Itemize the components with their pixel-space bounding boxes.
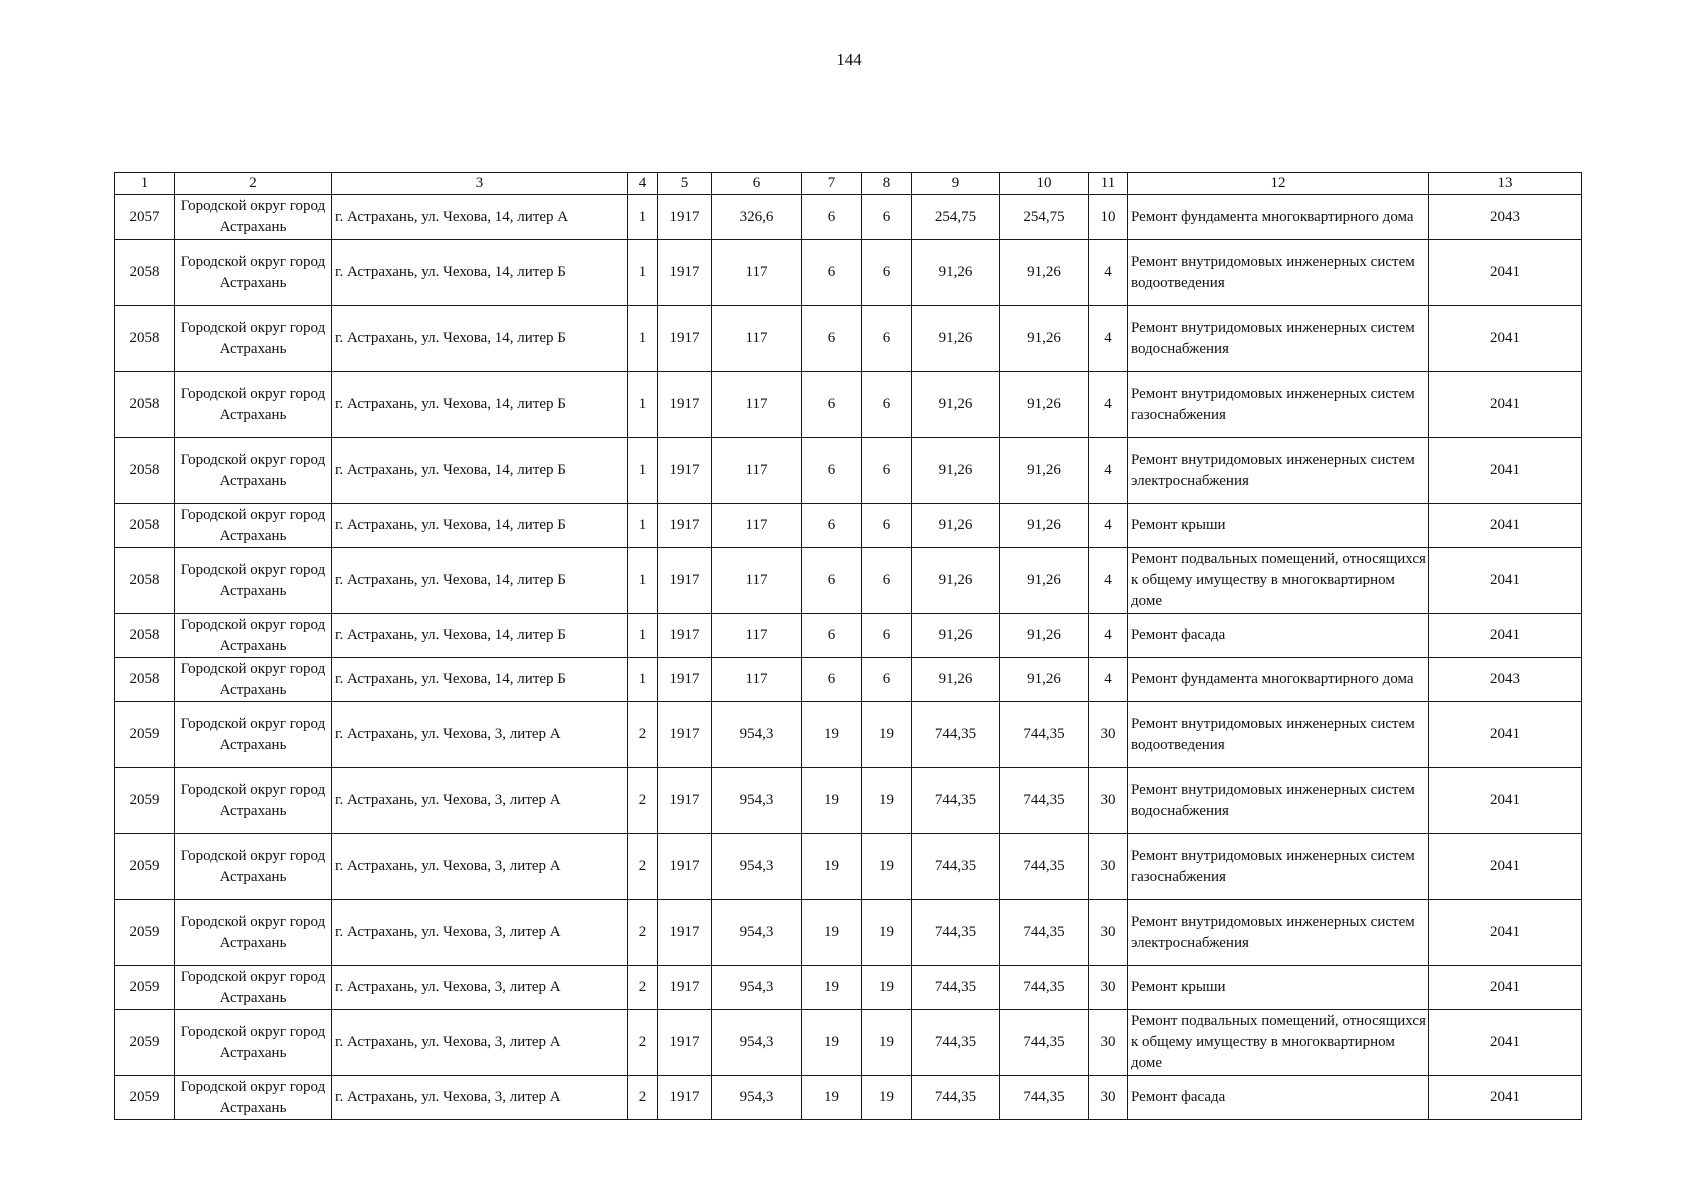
cell-col8: 6 <box>862 548 912 614</box>
cell-year: 2041 <box>1429 966 1582 1010</box>
cell-year: 2041 <box>1429 438 1582 504</box>
cell-col11: 4 <box>1089 306 1128 372</box>
cell-col10: 91,26 <box>1000 372 1089 438</box>
cell-col7: 6 <box>802 372 862 438</box>
cell-col6: 117 <box>712 240 802 306</box>
cell-col9: 91,26 <box>912 240 1000 306</box>
cell-year: 2041 <box>1429 900 1582 966</box>
cell-col10: 744,35 <box>1000 1076 1089 1120</box>
cell-work-type: Ремонт фасада <box>1128 614 1429 658</box>
cell-col10: 91,26 <box>1000 548 1089 614</box>
cell-col7: 6 <box>802 195 862 240</box>
cell-col4: 2 <box>628 1076 658 1120</box>
cell-col6: 954,3 <box>712 834 802 900</box>
cell-col6: 117 <box>712 438 802 504</box>
cell-municipality: Городской округ город Астрахань <box>175 702 332 768</box>
cell-col9: 744,35 <box>912 966 1000 1010</box>
cell-row-id: 2057 <box>115 195 175 240</box>
cell-year: 2041 <box>1429 834 1582 900</box>
cell-col5: 1917 <box>658 240 712 306</box>
cell-address: г. Астрахань, ул. Чехова, 14, литер Б <box>332 372 628 438</box>
cell-col5: 1917 <box>658 1076 712 1120</box>
cell-col4: 2 <box>628 1010 658 1076</box>
cell-work-type: Ремонт крыши <box>1128 504 1429 548</box>
cell-work-type: Ремонт подвальных помещений, относящихся к общему имуществу в многоквартирном доме <box>1128 548 1429 614</box>
cell-row-id: 2058 <box>115 306 175 372</box>
cell-col4: 1 <box>628 548 658 614</box>
cell-col11: 4 <box>1089 240 1128 306</box>
cell-col7: 19 <box>802 966 862 1010</box>
cell-col5: 1917 <box>658 614 712 658</box>
cell-work-type: Ремонт внутридомовых инженерных систем водоотведения <box>1128 702 1429 768</box>
cell-col11: 4 <box>1089 504 1128 548</box>
cell-address: г. Астрахань, ул. Чехова, 3, литер А <box>332 1076 628 1120</box>
cell-row-id: 2058 <box>115 504 175 548</box>
cell-col11: 10 <box>1089 195 1128 240</box>
page-number: 144 <box>836 50 862 69</box>
cell-year: 2041 <box>1429 1076 1582 1120</box>
cell-col4: 1 <box>628 306 658 372</box>
cell-year: 2041 <box>1429 614 1582 658</box>
column-number-10: 10 <box>1000 173 1089 195</box>
cell-col11: 30 <box>1089 900 1128 966</box>
cell-work-type: Ремонт фундамента многоквартирного дома <box>1128 658 1429 702</box>
column-number-5: 5 <box>658 173 712 195</box>
cell-col11: 30 <box>1089 1076 1128 1120</box>
cell-address: г. Астрахань, ул. Чехова, 3, литер А <box>332 966 628 1010</box>
cell-row-id: 2058 <box>115 240 175 306</box>
cell-col6: 954,3 <box>712 702 802 768</box>
cell-col8: 19 <box>862 702 912 768</box>
cell-municipality: Городской округ город Астрахань <box>175 834 332 900</box>
cell-col10: 91,26 <box>1000 240 1089 306</box>
cell-work-type: Ремонт внутридомовых инженерных систем электроснабжения <box>1128 438 1429 504</box>
cell-row-id: 2059 <box>115 966 175 1010</box>
table-row <box>115 900 1582 966</box>
cell-col7: 6 <box>802 438 862 504</box>
cell-address: г. Астрахань, ул. Чехова, 3, литер А <box>332 702 628 768</box>
cell-col11: 30 <box>1089 834 1128 900</box>
table-row <box>115 438 1582 504</box>
cell-col8: 6 <box>862 195 912 240</box>
cell-col5: 1917 <box>658 195 712 240</box>
cell-work-type: Ремонт внутридомовых инженерных систем водоснабжения <box>1128 306 1429 372</box>
cell-col7: 6 <box>802 614 862 658</box>
cell-col6: 117 <box>712 658 802 702</box>
cell-year: 2041 <box>1429 372 1582 438</box>
cell-address: г. Астрахань, ул. Чехова, 3, литер А <box>332 834 628 900</box>
cell-col11: 30 <box>1089 702 1128 768</box>
cell-col9: 91,26 <box>912 614 1000 658</box>
cell-address: г. Астрахань, ул. Чехова, 14, литер Б <box>332 438 628 504</box>
cell-year: 2041 <box>1429 306 1582 372</box>
cell-municipality: Городской округ город Астрахань <box>175 900 332 966</box>
cell-col4: 2 <box>628 966 658 1010</box>
cell-address: г. Астрахань, ул. Чехова, 14, литер Б <box>332 240 628 306</box>
cell-work-type: Ремонт внутридомовых инженерных систем водоотведения <box>1128 240 1429 306</box>
cell-year: 2043 <box>1429 658 1582 702</box>
cell-col5: 1917 <box>658 658 712 702</box>
table-row <box>115 240 1582 306</box>
cell-col9: 744,35 <box>912 1010 1000 1076</box>
cell-col10: 744,35 <box>1000 1010 1089 1076</box>
cell-col10: 744,35 <box>1000 768 1089 834</box>
cell-row-id: 2059 <box>115 702 175 768</box>
cell-municipality: Городской округ город Астрахань <box>175 372 332 438</box>
cell-col9: 744,35 <box>912 834 1000 900</box>
table-row <box>115 1010 1582 1076</box>
cell-col4: 1 <box>628 658 658 702</box>
cell-municipality: Городской округ город Астрахань <box>175 548 332 614</box>
column-number-4: 4 <box>628 173 658 195</box>
cell-work-type: Ремонт фасада <box>1128 1076 1429 1120</box>
column-number-11: 11 <box>1089 173 1128 195</box>
cell-col4: 2 <box>628 900 658 966</box>
column-number-6: 6 <box>712 173 802 195</box>
cell-col5: 1917 <box>658 966 712 1010</box>
cell-col11: 30 <box>1089 1010 1128 1076</box>
table-row <box>115 834 1582 900</box>
cell-col7: 6 <box>802 306 862 372</box>
cell-municipality: Городской округ город Астрахань <box>175 504 332 548</box>
cell-municipality: Городской округ город Астрахань <box>175 1010 332 1076</box>
cell-col10: 91,26 <box>1000 504 1089 548</box>
column-number-7: 7 <box>802 173 862 195</box>
cell-municipality: Городской округ город Астрахань <box>175 614 332 658</box>
table-body <box>115 195 1582 1120</box>
cell-col4: 1 <box>628 614 658 658</box>
cell-col10: 744,35 <box>1000 966 1089 1010</box>
cell-work-type: Ремонт внутридомовых инженерных систем газоснабжения <box>1128 834 1429 900</box>
cell-municipality: Городской округ город Астрахань <box>175 306 332 372</box>
cell-col6: 117 <box>712 372 802 438</box>
cell-col5: 1917 <box>658 900 712 966</box>
cell-col11: 30 <box>1089 966 1128 1010</box>
cell-col7: 6 <box>802 504 862 548</box>
cell-year: 2041 <box>1429 548 1582 614</box>
cell-col10: 91,26 <box>1000 658 1089 702</box>
column-number-8: 8 <box>862 173 912 195</box>
column-number-3: 3 <box>332 173 628 195</box>
cell-municipality: Городской округ город Астрахань <box>175 966 332 1010</box>
cell-col5: 1917 <box>658 438 712 504</box>
cell-address: г. Астрахань, ул. Чехова, 14, литер Б <box>332 614 628 658</box>
cell-col9: 744,35 <box>912 900 1000 966</box>
cell-col8: 6 <box>862 614 912 658</box>
cell-col4: 1 <box>628 504 658 548</box>
table-row <box>115 658 1582 702</box>
cell-municipality: Городской округ город Астрахань <box>175 195 332 240</box>
table-row <box>115 966 1582 1010</box>
cell-col11: 4 <box>1089 372 1128 438</box>
cell-col7: 6 <box>802 240 862 306</box>
cell-col4: 1 <box>628 438 658 504</box>
column-number-9: 9 <box>912 173 1000 195</box>
cell-col5: 1917 <box>658 768 712 834</box>
table-row <box>115 614 1582 658</box>
cell-col9: 91,26 <box>912 548 1000 614</box>
table-row <box>115 702 1582 768</box>
cell-col9: 744,35 <box>912 768 1000 834</box>
cell-col4: 1 <box>628 372 658 438</box>
cell-col6: 117 <box>712 614 802 658</box>
cell-municipality: Городской округ город Астрахань <box>175 438 332 504</box>
cell-municipality: Городской округ город Астрахань <box>175 240 332 306</box>
cell-col9: 91,26 <box>912 306 1000 372</box>
cell-col9: 91,26 <box>912 658 1000 702</box>
cell-work-type: Ремонт внутридомовых инженерных систем водоснабжения <box>1128 768 1429 834</box>
cell-col8: 6 <box>862 658 912 702</box>
cell-work-type: Ремонт внутридомовых инженерных систем газоснабжения <box>1128 372 1429 438</box>
cell-municipality: Городской округ город Астрахань <box>175 658 332 702</box>
cell-col8: 19 <box>862 1076 912 1120</box>
cell-col8: 19 <box>862 768 912 834</box>
cell-col6: 117 <box>712 306 802 372</box>
cell-year: 2041 <box>1429 768 1582 834</box>
table-row <box>115 372 1582 438</box>
table-row <box>115 548 1582 614</box>
cell-col5: 1917 <box>658 372 712 438</box>
table-row <box>115 306 1582 372</box>
cell-col7: 19 <box>802 1010 862 1076</box>
cell-col9: 254,75 <box>912 195 1000 240</box>
column-number-row <box>115 173 1582 195</box>
cell-col8: 19 <box>862 834 912 900</box>
cell-col6: 954,3 <box>712 900 802 966</box>
table-row <box>115 195 1582 240</box>
cell-col8: 6 <box>862 306 912 372</box>
cell-col10: 91,26 <box>1000 614 1089 658</box>
cell-col8: 6 <box>862 504 912 548</box>
table-row <box>115 504 1582 548</box>
cell-row-id: 2059 <box>115 1076 175 1120</box>
cell-col10: 254,75 <box>1000 195 1089 240</box>
cell-col9: 91,26 <box>912 372 1000 438</box>
cell-address: г. Астрахань, ул. Чехова, 14, литер Б <box>332 504 628 548</box>
cell-address: г. Астрахань, ул. Чехова, 3, литер А <box>332 1010 628 1076</box>
cell-row-id: 2059 <box>115 1010 175 1076</box>
cell-col7: 19 <box>802 702 862 768</box>
cell-col6: 954,3 <box>712 1076 802 1120</box>
cell-col6: 326,6 <box>712 195 802 240</box>
cell-col4: 1 <box>628 240 658 306</box>
column-number-12: 12 <box>1128 173 1429 195</box>
cell-col4: 2 <box>628 702 658 768</box>
cell-col7: 19 <box>802 768 862 834</box>
cell-work-type: Ремонт подвальных помещений, относящихся к общему имуществу в многоквартирном доме <box>1128 1010 1429 1076</box>
cell-col5: 1917 <box>658 306 712 372</box>
cell-year: 2041 <box>1429 504 1582 548</box>
cell-col11: 4 <box>1089 614 1128 658</box>
cell-row-id: 2059 <box>115 900 175 966</box>
cell-work-type: Ремонт внутридомовых инженерных систем электроснабжения <box>1128 900 1429 966</box>
cell-row-id: 2058 <box>115 438 175 504</box>
cell-col4: 2 <box>628 834 658 900</box>
cell-work-type: Ремонт фундамента многоквартирного дома <box>1128 195 1429 240</box>
cell-col8: 19 <box>862 966 912 1010</box>
cell-col6: 954,3 <box>712 768 802 834</box>
cell-col5: 1917 <box>658 834 712 900</box>
cell-row-id: 2059 <box>115 768 175 834</box>
cell-col9: 744,35 <box>912 1076 1000 1120</box>
cell-col11: 4 <box>1089 658 1128 702</box>
cell-col10: 744,35 <box>1000 900 1089 966</box>
cell-col7: 19 <box>802 1076 862 1120</box>
column-number-1: 1 <box>115 173 175 195</box>
cell-col9: 744,35 <box>912 702 1000 768</box>
cell-col10: 91,26 <box>1000 306 1089 372</box>
cell-col10: 744,35 <box>1000 834 1089 900</box>
cell-col8: 6 <box>862 240 912 306</box>
cell-col5: 1917 <box>658 702 712 768</box>
cell-municipality: Городской округ город Астрахань <box>175 1076 332 1120</box>
cell-row-id: 2058 <box>115 614 175 658</box>
cell-year: 2041 <box>1429 240 1582 306</box>
cell-col11: 4 <box>1089 438 1128 504</box>
cell-municipality: Городской округ город Астрахань <box>175 768 332 834</box>
cell-row-id: 2058 <box>115 372 175 438</box>
cell-col9: 91,26 <box>912 438 1000 504</box>
cell-year: 2041 <box>1429 702 1582 768</box>
cell-col8: 6 <box>862 438 912 504</box>
cell-address: г. Астрахань, ул. Чехова, 14, литер Б <box>332 658 628 702</box>
cell-col7: 19 <box>802 900 862 966</box>
cell-year: 2041 <box>1429 1010 1582 1076</box>
column-number-2: 2 <box>175 173 332 195</box>
cell-col6: 954,3 <box>712 966 802 1010</box>
cell-address: г. Астрахань, ул. Чехова, 14, литер Б <box>332 306 628 372</box>
cell-col10: 744,35 <box>1000 702 1089 768</box>
cell-row-id: 2058 <box>115 658 175 702</box>
cell-col9: 91,26 <box>912 504 1000 548</box>
capital-repair-table <box>114 172 1582 1120</box>
cell-col8: 19 <box>862 900 912 966</box>
column-number-13: 13 <box>1429 173 1582 195</box>
cell-work-type: Ремонт крыши <box>1128 966 1429 1010</box>
cell-col7: 19 <box>802 834 862 900</box>
cell-col6: 117 <box>712 548 802 614</box>
cell-col5: 1917 <box>658 504 712 548</box>
cell-col11: 30 <box>1089 768 1128 834</box>
table-row <box>115 768 1582 834</box>
cell-col4: 1 <box>628 195 658 240</box>
cell-year: 2043 <box>1429 195 1582 240</box>
cell-col5: 1917 <box>658 1010 712 1076</box>
cell-address: г. Астрахань, ул. Чехова, 14, литер Б <box>332 548 628 614</box>
cell-col7: 6 <box>802 548 862 614</box>
cell-col4: 2 <box>628 768 658 834</box>
cell-col8: 19 <box>862 1010 912 1076</box>
table-row <box>115 1076 1582 1120</box>
cell-col6: 117 <box>712 504 802 548</box>
cell-address: г. Астрахань, ул. Чехова, 14, литер А <box>332 195 628 240</box>
cell-col11: 4 <box>1089 548 1128 614</box>
cell-col7: 6 <box>802 658 862 702</box>
cell-col6: 954,3 <box>712 1010 802 1076</box>
cell-col5: 1917 <box>658 548 712 614</box>
cell-col8: 6 <box>862 372 912 438</box>
cell-col10: 91,26 <box>1000 438 1089 504</box>
cell-address: г. Астрахань, ул. Чехова, 3, литер А <box>332 768 628 834</box>
cell-row-id: 2058 <box>115 548 175 614</box>
cell-row-id: 2059 <box>115 834 175 900</box>
cell-address: г. Астрахань, ул. Чехова, 3, литер А <box>332 900 628 966</box>
